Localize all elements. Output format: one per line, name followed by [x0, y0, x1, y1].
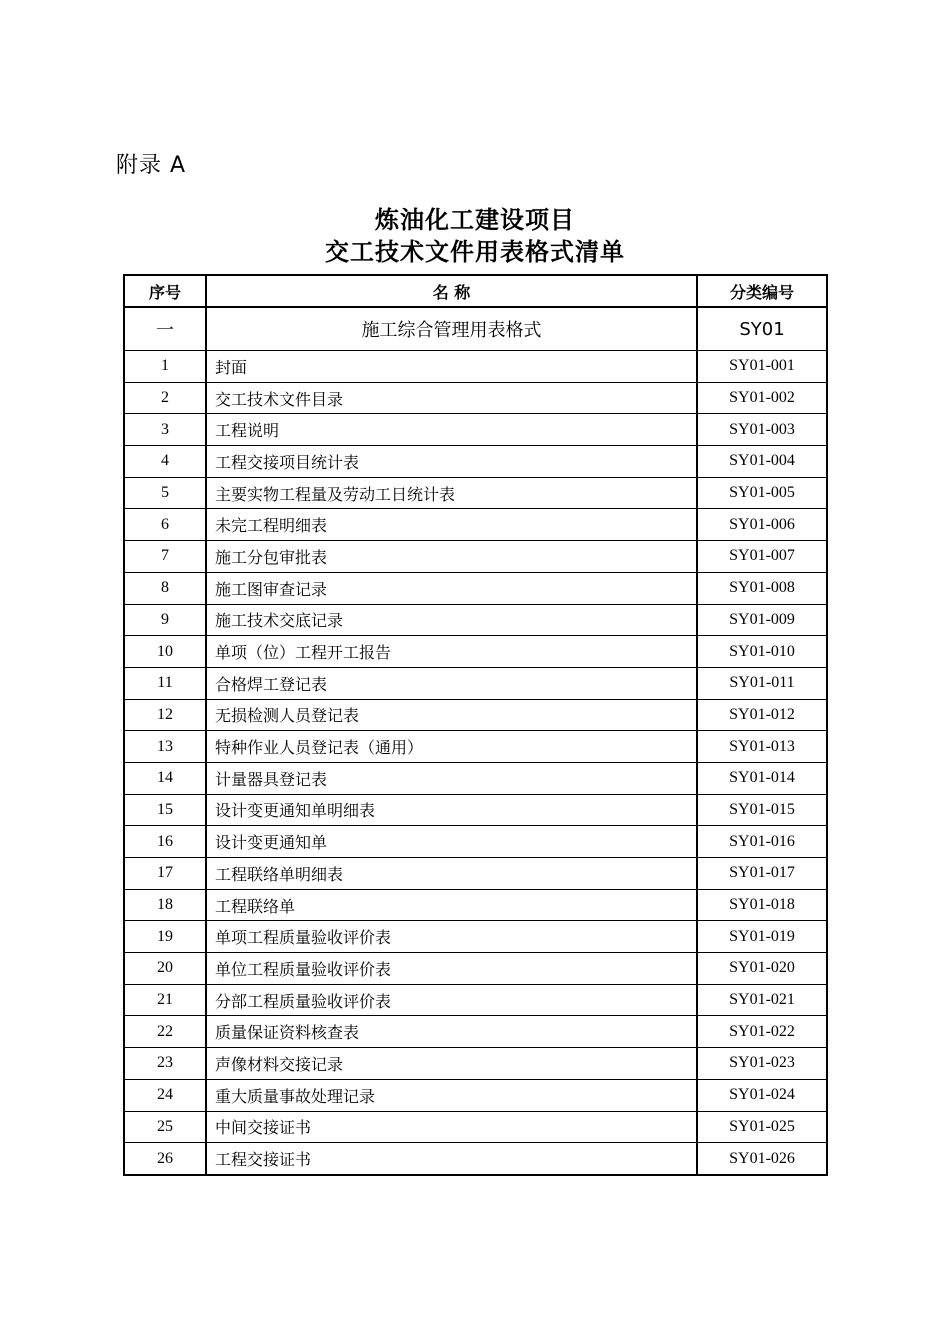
- row-code: SY01-026: [697, 1143, 827, 1175]
- row-seq: 13: [124, 731, 206, 763]
- table-row: [124, 1016, 827, 1048]
- appendix-label: 附录 A: [116, 153, 187, 178]
- row-seq: 15: [124, 794, 206, 826]
- row-code: SY01-009: [697, 604, 827, 636]
- row-name: 单项（位）工程开工报告: [206, 636, 697, 668]
- row-name: 声像材料交接记录: [206, 1048, 697, 1080]
- forms-list-table: [123, 274, 828, 1176]
- row-name: 工程交接证书: [206, 1143, 697, 1175]
- row-code: SY01-002: [697, 382, 827, 414]
- row-code: SY01-020: [697, 953, 827, 985]
- document-title-line1: 炼油化工建设项目: [375, 206, 575, 234]
- row-name: 设计变更通知单: [206, 826, 697, 858]
- row-code: SY01-018: [697, 889, 827, 921]
- table-row: [124, 826, 827, 858]
- table-row: [124, 604, 827, 636]
- row-name: 计量器具登记表: [206, 762, 697, 794]
- row-seq: 22: [124, 1016, 206, 1048]
- table-row: [124, 699, 827, 731]
- row-code: SY01-014: [697, 762, 827, 794]
- row-name: 单位工程质量验收评价表: [206, 953, 697, 985]
- row-name: 工程交接项目统计表: [206, 446, 697, 478]
- row-code: SY01-024: [697, 1079, 827, 1111]
- table-row: [124, 1111, 827, 1143]
- row-code: SY01-010: [697, 636, 827, 668]
- header-name: 名 称: [206, 275, 697, 307]
- row-code: SY01-004: [697, 446, 827, 478]
- row-code: SY01-025: [697, 1111, 827, 1143]
- row-name: 无损检测人员登记表: [206, 699, 697, 731]
- table-row: [124, 889, 827, 921]
- table-row: [124, 541, 827, 573]
- table-row: [124, 509, 827, 541]
- row-seq: 8: [124, 572, 206, 604]
- row-name: 重大质量事故处理记录: [206, 1079, 697, 1111]
- row-code: SY01-007: [697, 541, 827, 573]
- row-code: SY01-013: [697, 731, 827, 763]
- row-name: 施工图审查记录: [206, 572, 697, 604]
- header-code: 分类编号: [697, 275, 827, 307]
- row-seq: 18: [124, 889, 206, 921]
- row-seq: 5: [124, 477, 206, 509]
- row-seq: 11: [124, 667, 206, 699]
- table-row: [124, 953, 827, 985]
- row-seq: 10: [124, 636, 206, 668]
- row-name: 分部工程质量验收评价表: [206, 984, 697, 1016]
- row-name: 封面: [206, 351, 697, 383]
- row-seq: 9: [124, 604, 206, 636]
- table-row: [124, 762, 827, 794]
- table-row: [124, 477, 827, 509]
- row-seq: 19: [124, 921, 206, 953]
- row-seq: 1: [124, 351, 206, 383]
- table-row: [124, 794, 827, 826]
- table-row: [124, 414, 827, 446]
- row-name: 合格焊工登记表: [206, 667, 697, 699]
- row-seq: 3: [124, 414, 206, 446]
- row-code: SY01-022: [697, 1016, 827, 1048]
- row-name: 设计变更通知单明细表: [206, 794, 697, 826]
- row-code: SY01-008: [697, 572, 827, 604]
- row-seq: 12: [124, 699, 206, 731]
- row-seq: 23: [124, 1048, 206, 1080]
- row-name: 未完工程明细表: [206, 509, 697, 541]
- table-row: [124, 921, 827, 953]
- table-row: [124, 351, 827, 383]
- row-seq: 25: [124, 1111, 206, 1143]
- section-seq: 一: [124, 307, 206, 351]
- table-row: [124, 636, 827, 668]
- row-seq: 4: [124, 446, 206, 478]
- row-name: 施工分包审批表: [206, 541, 697, 573]
- table-row: [124, 858, 827, 890]
- row-seq: 6: [124, 509, 206, 541]
- row-name: 工程联络单: [206, 889, 697, 921]
- row-code: SY01-017: [697, 858, 827, 890]
- row-code: SY01-001: [697, 351, 827, 383]
- table-row: [124, 572, 827, 604]
- row-name: 工程联络单明细表: [206, 858, 697, 890]
- row-code: SY01-015: [697, 794, 827, 826]
- row-seq: 2: [124, 382, 206, 414]
- row-name: 主要实物工程量及劳动工日统计表: [206, 477, 697, 509]
- row-name: 质量保证资料核查表: [206, 1016, 697, 1048]
- row-code: SY01-012: [697, 699, 827, 731]
- table-row: [124, 1048, 827, 1080]
- table-header-row: [124, 275, 827, 307]
- row-seq: 26: [124, 1143, 206, 1175]
- row-seq: 20: [124, 953, 206, 985]
- document-title-line2: 交工技术文件用表格式清单: [325, 238, 625, 266]
- section-code: SY01: [697, 307, 827, 351]
- row-seq: 24: [124, 1079, 206, 1111]
- row-name: 交工技术文件目录: [206, 382, 697, 414]
- table-row: [124, 667, 827, 699]
- header-seq: 序号: [124, 275, 206, 307]
- row-code: SY01-005: [697, 477, 827, 509]
- row-name: 单项工程质量验收评价表: [206, 921, 697, 953]
- row-code: SY01-003: [697, 414, 827, 446]
- row-seq: 14: [124, 762, 206, 794]
- table-row: [124, 1079, 827, 1111]
- table-row: [124, 446, 827, 478]
- table-row: [124, 731, 827, 763]
- section-row: [124, 307, 827, 351]
- row-name: 施工技术交底记录: [206, 604, 697, 636]
- table-row: [124, 1143, 827, 1175]
- section-name: 施工综合管理用表格式: [206, 307, 697, 351]
- row-seq: 16: [124, 826, 206, 858]
- row-name: 中间交接证书: [206, 1111, 697, 1143]
- row-code: SY01-011: [697, 667, 827, 699]
- row-code: SY01-019: [697, 921, 827, 953]
- row-seq: 17: [124, 858, 206, 890]
- row-code: SY01-006: [697, 509, 827, 541]
- table-row: [124, 984, 827, 1016]
- row-code: SY01-021: [697, 984, 827, 1016]
- row-seq: 21: [124, 984, 206, 1016]
- row-code: SY01-016: [697, 826, 827, 858]
- row-name: 特种作业人员登记表（通用）: [206, 731, 697, 763]
- table-row: [124, 382, 827, 414]
- row-seq: 7: [124, 541, 206, 573]
- row-code: SY01-023: [697, 1048, 827, 1080]
- row-name: 工程说明: [206, 414, 697, 446]
